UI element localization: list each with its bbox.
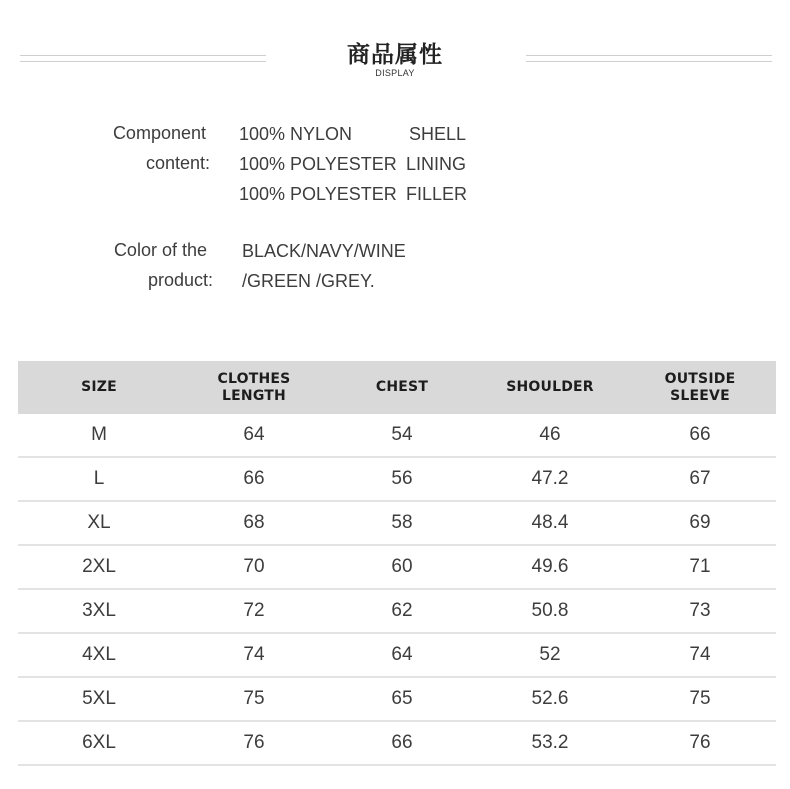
cell-outside-sleeve: 71 [624, 545, 776, 589]
header-divider-right [526, 55, 772, 62]
table-row [18, 545, 776, 589]
cell-shoulder: 46 [476, 414, 624, 457]
header-chest-label: CHEST [375, 379, 429, 395]
cell-shoulder: 47.2 [476, 457, 624, 501]
component-part-3: FILLER [406, 184, 468, 204]
size-chart-table [18, 361, 776, 766]
cell-shoulder: 49.6 [476, 545, 624, 589]
component-part-2: LINING [406, 154, 467, 174]
cell-chest: 66 [328, 721, 476, 765]
header-shoulder-label: SHOULDER [506, 379, 594, 395]
table-header-row [18, 361, 776, 414]
cell-outside-sleeve: 66 [624, 414, 776, 457]
cell-shoulder: 52.6 [476, 677, 624, 721]
cell-shoulder: 50.8 [476, 589, 624, 633]
cell-size: 5XL [18, 677, 180, 721]
cell-shoulder: 48.4 [476, 501, 624, 545]
header-size [18, 361, 180, 414]
cell-shoulder: 52 [476, 633, 624, 677]
table-body [18, 414, 776, 765]
cell-outside-sleeve: 76 [624, 721, 776, 765]
component-part-1: SHELL [409, 124, 467, 144]
cell-clothes-length: 72 [180, 589, 328, 633]
cell-chest: 64 [328, 633, 476, 677]
header-clothes-length-line1: CLOTHES [217, 370, 291, 387]
section-header [0, 0, 790, 90]
cell-outside-sleeve: 69 [624, 501, 776, 545]
cell-outside-sleeve: 74 [624, 633, 776, 677]
header-clothes-length [180, 361, 328, 414]
cell-chest: 65 [328, 677, 476, 721]
header-outside-sleeve-line2: SLEEVE [670, 387, 730, 404]
table-row [18, 633, 776, 677]
cell-clothes-length: 68 [180, 501, 328, 545]
header-clothes-length-line2: LENGTH [222, 387, 286, 404]
cell-size: 6XL [18, 721, 180, 765]
cell-clothes-length: 74 [180, 633, 328, 677]
component-material-3: 100% POLYESTER [239, 184, 397, 204]
cell-clothes-length: 75 [180, 677, 328, 721]
header-chest [328, 361, 476, 414]
color-value-line2: /GREEN /GREY. [242, 271, 375, 291]
header-outside-sleeve [624, 361, 776, 414]
cell-size: 2XL [18, 545, 180, 589]
table-row [18, 677, 776, 721]
table-row [18, 457, 776, 501]
color-label-line1: Color of the [113, 240, 207, 260]
cell-outside-sleeve: 67 [624, 457, 776, 501]
cell-clothes-length: 76 [180, 721, 328, 765]
section-title: 商品属性 [347, 42, 443, 68]
table-row [18, 589, 776, 633]
cell-chest: 58 [328, 501, 476, 545]
table-row [18, 721, 776, 765]
component-material-2: 100% POLYESTER [239, 154, 397, 174]
cell-shoulder: 53.2 [476, 721, 624, 765]
cell-size: 4XL [18, 633, 180, 677]
header-divider-left [20, 55, 266, 62]
component-material-1: 100% NYLON [239, 124, 353, 144]
section-subtitle: DISPLAY [375, 68, 415, 78]
cell-chest: 62 [328, 589, 476, 633]
cell-outside-sleeve: 75 [624, 677, 776, 721]
cell-size: XL [18, 501, 180, 545]
cell-clothes-length: 70 [180, 545, 328, 589]
header-shoulder [476, 361, 624, 414]
table-row [18, 501, 776, 545]
cell-chest: 54 [328, 414, 476, 457]
header-outside-sleeve-line1: OUTSIDE [664, 370, 736, 387]
component-label-line2: content: [145, 153, 210, 173]
cell-clothes-length: 66 [180, 457, 328, 501]
cell-clothes-length: 64 [180, 414, 328, 457]
cell-size: M [18, 414, 180, 457]
table-row [18, 414, 776, 457]
header-size-label: SIZE [81, 379, 117, 395]
cell-outside-sleeve: 73 [624, 589, 776, 633]
cell-size: 3XL [18, 589, 180, 633]
cell-size: L [18, 457, 180, 501]
cell-chest: 56 [328, 457, 476, 501]
color-value-line1: BLACK/NAVY/WINE [242, 241, 406, 261]
color-label-line2: product: [147, 270, 213, 290]
cell-chest: 60 [328, 545, 476, 589]
component-label-line1: Component [112, 123, 206, 143]
